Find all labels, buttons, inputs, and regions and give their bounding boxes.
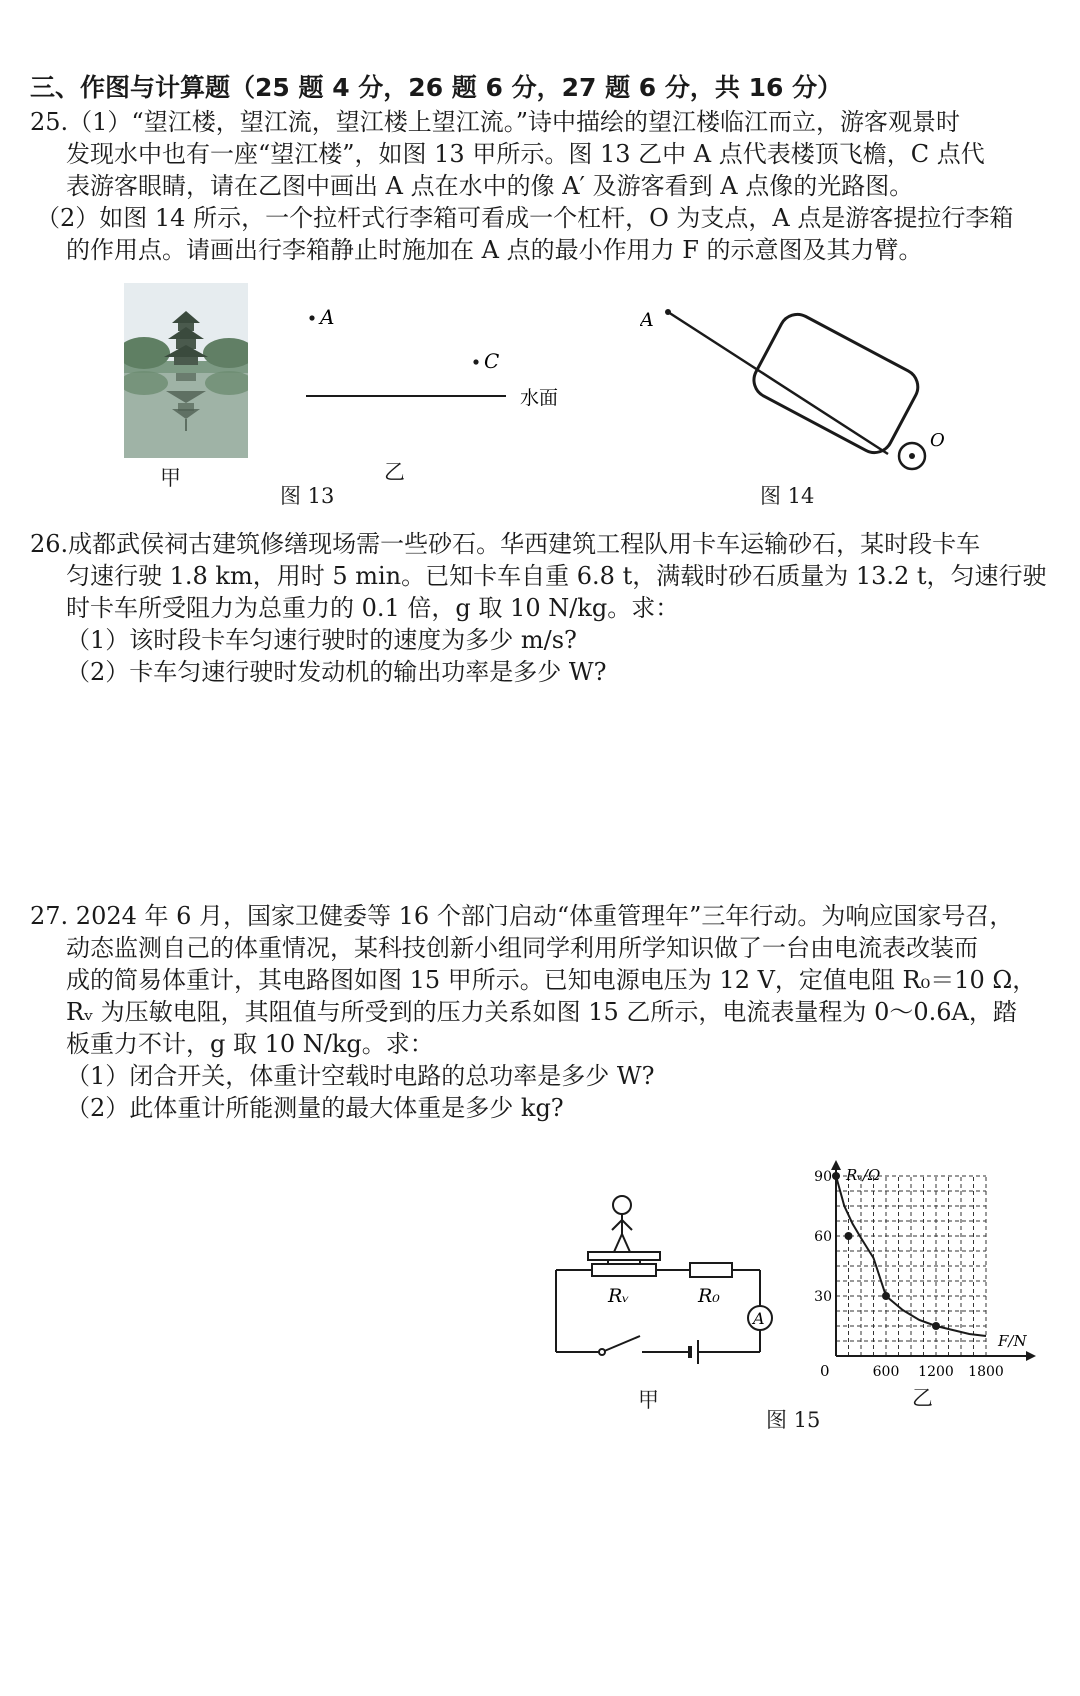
x-tick-label: 1800	[968, 1364, 1004, 1380]
data-point	[882, 1292, 890, 1300]
q25-line: 发现水中也有一座“望江楼”，如图 13 甲所示。图 13 乙中 A 点代表楼顶飞檐，C 点代	[66, 140, 985, 168]
switch-arm	[602, 1336, 640, 1352]
fig14-point-a-label: A	[640, 309, 654, 331]
rv-label: Rᵥ	[608, 1285, 630, 1307]
y-tick-label: 90	[814, 1169, 832, 1185]
fig15-yi-label: 乙	[912, 1386, 933, 1410]
y-tick-label: 30	[814, 1289, 832, 1305]
fig14-point-o-label: O	[930, 430, 945, 451]
q25-line: 表游客眼睛，请在乙图中画出 A 点在水中的像 A′ 及游客看到 A 点像的光路图。	[66, 172, 914, 200]
fig15-caption: 图 15	[766, 1408, 821, 1432]
q25-line: 25.（1）“望江楼，望江流，望江楼上望江流。”诗中描绘的望江楼临江而立，游客观景时	[30, 108, 960, 136]
q25-line: （2）如图 14 所示，一个拉杆式行李箱可看成一个杠杆，O 为支点，A 点是游客提拉行李箱	[36, 204, 1014, 232]
water-surface-label: 水面	[520, 387, 559, 409]
wheel-pivot-dot	[909, 453, 915, 459]
point-a-dot	[309, 315, 314, 320]
section-title: 三、作图与计算题（25 题 4 分，26 题 6 分，27 题 6 分，共 16 分）	[30, 73, 843, 102]
q26-line: （1）该时段卡车匀速行驶时的速度为多少 m/s?	[66, 626, 577, 654]
q27-line: 27. 2024 年 6 月，国家卫健委等 16 个部门启动“体重管理年”三年行动。为响应国家号召，	[30, 902, 1014, 930]
fig13-yi-diagram	[280, 290, 580, 440]
fig13-jia-label: 甲	[160, 466, 181, 490]
tower-reflection-image	[124, 283, 248, 458]
point-c-dot	[473, 359, 478, 364]
fig15-circuit	[550, 1190, 790, 1380]
switch-pivot	[599, 1349, 605, 1355]
suitcase-body	[748, 308, 924, 459]
q27-line: 动态监测自己的体重情况，某科技创新小组同学利用所学知识做了一台由电流表改装而	[66, 934, 978, 962]
fig13-photo	[124, 283, 248, 458]
q27-line: （2）此体重计所能测量的最大体重是多少 kg?	[66, 1094, 564, 1122]
q26-line: 匀速行驶 1.8 km，用时 5 min。已知卡车自重 6.8 t，满载时砂石质量为 13.2 t，匀速行驶	[66, 562, 1047, 590]
fig13-yi-label: 乙	[384, 460, 405, 484]
q27-line: 成的简易体重计，其电路图如图 15 甲所示。已知电源电压为 12 V，定值电阻 R₀＝10 Ω，	[66, 966, 1037, 994]
data-point	[932, 1322, 940, 1330]
x-tick-label: 1200	[918, 1364, 954, 1380]
fig14-caption: 图 14	[760, 484, 815, 508]
q27-line: （1）闭合开关，体重计空载时电路的总功率是多少 W?	[66, 1062, 655, 1090]
q26-line: 26.成都武侯祠古建筑修缮现场需一些砂石。华西建筑工程队用卡车运输砂石，某时段卡车	[30, 530, 981, 558]
q27-line: Rᵥ 为压敏电阻，其阻值与所受到的压力关系如图 15 乙所示，电流表量程为 0～0.6A，踏	[66, 998, 1017, 1026]
data-point	[845, 1232, 853, 1240]
q26-line: （2）卡车匀速行驶时发动机的输出功率是多少 W?	[66, 658, 607, 686]
data-point	[832, 1172, 840, 1180]
ammeter-label: A	[753, 1309, 765, 1328]
chart-grid	[836, 1176, 986, 1356]
q26-line: 时卡车所受阻力为总重力的 0.1 倍，g 取 10 N/kg。求：	[66, 594, 680, 622]
x-axis-label: F/N	[998, 1332, 1027, 1350]
origin-label: 0	[820, 1362, 830, 1380]
x-axis-arrow	[1026, 1351, 1036, 1361]
q27-line: 板重力不计，g 取 10 N/kg。求：	[66, 1030, 434, 1058]
point-c-label: C	[484, 349, 500, 373]
q25-line: 的作用点。请画出行李箱静止时施加在 A 点的最小作用力 F 的示意图及其力臂。	[66, 236, 923, 264]
fig15-jia-label: 甲	[638, 1388, 659, 1412]
pressure-sensor-rv	[592, 1264, 656, 1276]
y-tick-label: 60	[814, 1229, 832, 1245]
y-axis-label: Rᵥ/Ω	[846, 1166, 881, 1184]
resistor-r0	[690, 1263, 732, 1277]
fig13-caption: 图 13	[280, 484, 335, 508]
x-tick-label: 600	[872, 1364, 900, 1380]
y-axis-arrow	[831, 1160, 841, 1170]
person-icon	[612, 1196, 632, 1252]
fig15-rv-chart	[800, 1160, 1040, 1390]
r0-label: R₀	[698, 1285, 720, 1307]
pedal-plate	[588, 1252, 660, 1260]
point-a-label: A	[320, 305, 335, 329]
fig14-diagram	[640, 298, 960, 483]
